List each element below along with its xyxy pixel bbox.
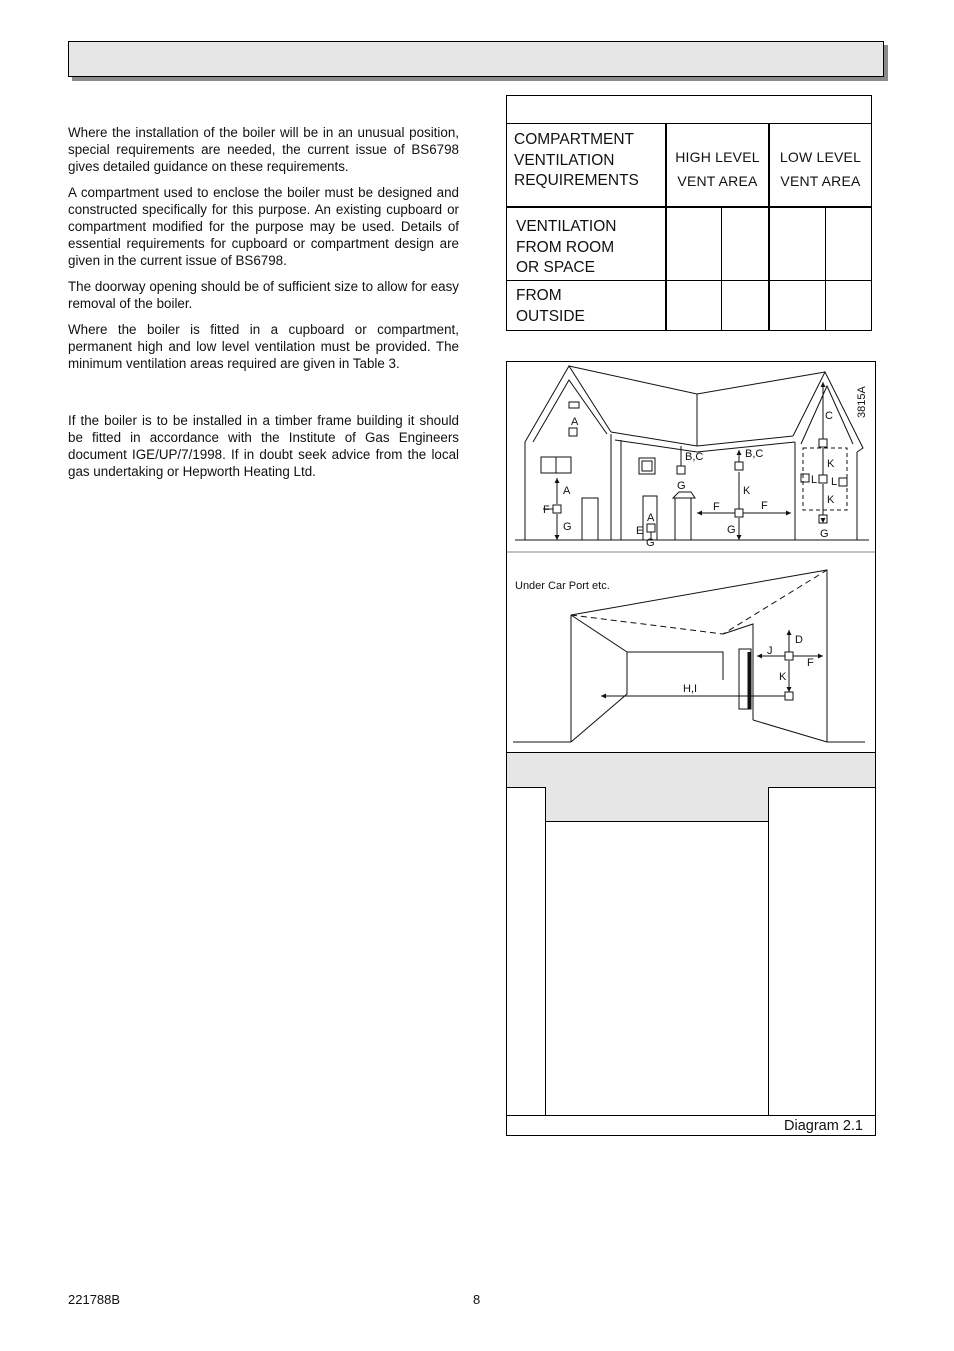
label-k: K	[827, 458, 835, 470]
label-bc: B,C	[685, 451, 704, 463]
key-table-header	[546, 787, 769, 822]
table-rule	[507, 280, 665, 281]
row-from-outside: FROM OUTSIDE	[516, 287, 585, 325]
paragraph-ventilation: Where the boiler is fitted in a cupboard or compartment, permanent high and low level ventilation must be provided. The minimum ventilation areas required are given in Table 3.	[68, 322, 459, 371]
carport-floor-edge	[753, 720, 827, 742]
section-header-bar	[68, 41, 884, 77]
table-rule	[721, 207, 722, 330]
table-rule	[507, 123, 871, 124]
label-a: A	[571, 416, 579, 428]
table-rule	[507, 206, 871, 208]
window	[639, 458, 655, 474]
carport-back-wall	[571, 615, 627, 742]
terminal-marker	[677, 466, 685, 474]
paragraph-timber-frame: If the boiler is to be installed in a timber frame building it should be fitted in accordance with the Institute of Gas Engineers document IGE/UP/7/1998. If in doubt seek advice from the local gas undertaking or Hepworth Heating Ltd.	[68, 413, 459, 479]
paragraph-unusual-position: Where the installation of the boiler will be in an unusual position, special requirements are needed, the current issue of BS6798 gives detailed guidance on these requirements.	[68, 125, 459, 174]
high-level-header: HIGH LEVEL VENT AREA	[675, 149, 760, 189]
left-gable-trim	[533, 380, 607, 442]
roof-ridge	[569, 366, 825, 394]
carport-back-top	[627, 652, 723, 680]
label-k: K	[779, 671, 787, 683]
label-c: C	[825, 410, 833, 422]
label-a: A	[563, 485, 571, 497]
document-code: 221788B	[68, 1292, 121, 1307]
label-j: J	[767, 645, 773, 657]
key-table-bottom-rule	[507, 1115, 875, 1116]
paragraph-doorway: The doorway opening should be of sufficient size to allow for easy removal of the boiler.	[68, 279, 459, 311]
terminal-marker	[819, 475, 827, 483]
terminal-marker	[735, 509, 743, 517]
text-column	[68, 124, 459, 489]
label-k: K	[827, 494, 835, 506]
row-from-room: VENTILATION FROM ROOM OR SPACE	[516, 218, 617, 276]
terminal-marker	[819, 439, 827, 447]
door	[582, 498, 598, 540]
page-number: 8	[473, 1292, 481, 1307]
porch-canopy	[673, 492, 695, 498]
low-level-header: LOW LEVEL VENT AREA	[779, 149, 862, 189]
terminal-marker	[839, 478, 847, 486]
label-f: F	[807, 657, 814, 669]
label-k: K	[743, 485, 751, 497]
terminal-marker	[569, 428, 577, 436]
diagram-title-band	[507, 752, 875, 788]
label-g: G	[677, 480, 686, 492]
label-g: G	[563, 521, 572, 533]
label-l: L	[811, 474, 818, 486]
dashed-zone	[803, 448, 847, 510]
diagram-caption: Diagram 2.1	[784, 1118, 863, 1134]
flue-position-diagram	[506, 361, 876, 1136]
terminal-marker	[647, 524, 655, 532]
label-g: G	[820, 528, 829, 540]
label-g: G	[646, 537, 655, 549]
label-f: F	[713, 501, 720, 513]
key-table-body	[546, 822, 769, 1115]
label-f: F	[761, 500, 768, 512]
carport-roof-edge	[571, 570, 827, 742]
table-rule	[825, 207, 826, 330]
terminal-marker	[735, 462, 743, 470]
key-column-left	[507, 787, 546, 1115]
compartment-header: COMPARTMENT VENTILATION REQUIREMENTS	[514, 131, 639, 189]
paragraph-compartment-design: A compartment used to enclose the boiler must be designed and constructed specifically for this purpose. An existing cupboard or compartment modified for the purpose may be used. Details of essential requirements for cupboard or compartment design are given in the current issue of BS6798.	[68, 185, 459, 268]
label-l: L	[831, 476, 838, 488]
label-e: E	[636, 525, 644, 537]
label-d: D	[795, 634, 803, 646]
door	[675, 498, 691, 540]
terminal-marker	[801, 474, 809, 482]
terminal-marker	[785, 652, 793, 660]
label-f: F	[543, 504, 550, 516]
terminal-marker	[553, 505, 561, 513]
label-hi: H,I	[683, 683, 698, 695]
label-bc: B,C	[745, 448, 764, 460]
diagram-reference: 3815A	[856, 386, 868, 418]
carport-label: Under Car Port etc.	[515, 580, 610, 592]
eaves-line-lower	[615, 440, 795, 452]
terminal-marker	[785, 692, 793, 700]
label-a: A	[647, 512, 655, 524]
ventilation-table	[506, 95, 872, 331]
label-g: G	[727, 524, 736, 536]
window-small	[569, 402, 579, 408]
